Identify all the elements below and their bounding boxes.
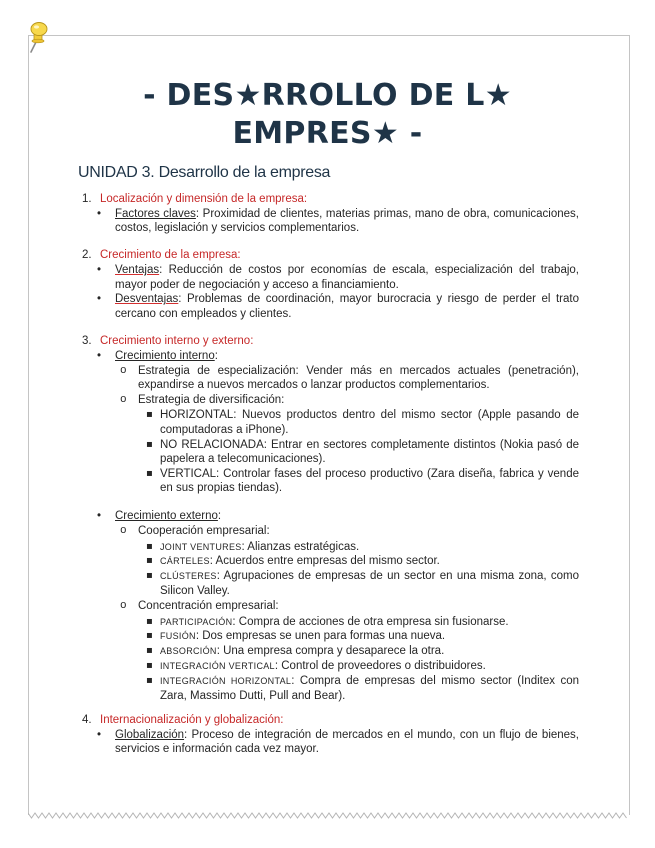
unit-subtitle: UNIDAD 3. Desarrollo de la empresa [78, 164, 331, 181]
square-marker: ▪ [146, 555, 153, 567]
sub-sub-list-item [0, 438, 579, 467]
square-marker: ▪ [146, 467, 153, 479]
item-text: Cooperación empresarial: [138, 524, 270, 537]
item-text: : [214, 350, 218, 363]
sub-sub-list-item [0, 659, 579, 673]
bullet-marker: • [97, 264, 102, 277]
item-text: NO RELACIONADA: Entrar en sectores completamente distintos (Nokia pasó de papelera a telecomunicaciones). [160, 438, 579, 465]
item-text: HORIZONTAL: Nuevos productos dentro del mismo sector (Apple pasando de computadoras a iPhone). [160, 409, 579, 436]
section-number: 2. [82, 249, 92, 262]
sub-list-item [0, 599, 579, 613]
title-line-2: EMPRES★ - [232, 116, 423, 151]
circle-marker: o [120, 365, 127, 378]
sub-list-item [0, 524, 579, 538]
item-label: Desventajas [115, 293, 179, 306]
item-text: : Problemas de coordinación, mayor burocracia y riesgo de perder el trato cercano con empleados y clientes. [115, 293, 579, 320]
item-text: : Proximidad de clientes, materias primas, mano de obra, comunicaciones, costos, legislación y servicios complementarios. [115, 207, 579, 235]
circle-marker: o [120, 524, 127, 537]
sub-sub-list-item [0, 569, 579, 598]
item-label: JOINT VENTURES [160, 541, 242, 552]
item-text: : Dos empresas se unen para formas una nueva. [195, 630, 446, 643]
item-text: VERTICAL: Controlar fases del proceso productivo (Zara diseña, fabrica y vende en sus propias tiendas). [160, 467, 579, 495]
sub-sub-list-item [0, 674, 579, 703]
sub-list-item [0, 393, 579, 407]
item-label: Ventajas [115, 264, 160, 277]
section-heading [0, 334, 579, 348]
item-text: Concentración empresarial: [138, 599, 279, 612]
sub-list-item [0, 364, 579, 393]
square-marker: ▪ [146, 615, 153, 627]
pushpin-icon [25, 20, 53, 54]
item-label: FUSIÓN [160, 631, 196, 642]
item-text: : Alianzas estratégicas. [241, 540, 360, 553]
item-text: : Compra de empresas del mismo sector (Inditex con Zara, Massimo Dutti, Pull and Bear). [160, 675, 579, 702]
item-text: : [217, 509, 222, 522]
item-text: : Una empresa compra y desaparece la otra. [216, 645, 445, 658]
item-label: CLÚSTERES [160, 571, 217, 582]
page-title [0, 77, 655, 153]
circle-marker: o [120, 394, 127, 407]
list-item [0, 728, 579, 757]
sub-sub-list-item [0, 408, 579, 437]
item-label: Crecimiento interno [115, 350, 215, 363]
square-marker: ▪ [146, 630, 153, 642]
item-text: Estrategia de diversificación: [138, 394, 285, 407]
bullet-marker: • [97, 509, 102, 522]
item-text: : Agrupaciones de empresas de un sector en una misma zona, como Silicon Valley. [160, 570, 579, 597]
bullet-marker: • [97, 350, 102, 363]
bullet-marker: • [97, 293, 102, 306]
item-text: : Acuerdos entre empresas del mismo sector. [209, 555, 440, 568]
circle-marker: o [120, 599, 127, 612]
sub-sub-list-item [0, 644, 579, 658]
item-label: INTEGRACIÓN HORIZONTAL [160, 676, 292, 687]
item-label: INTEGRACIÓN VERTICAL [160, 661, 275, 672]
square-marker: ▪ [146, 645, 153, 657]
item-label: CÁRTELES [160, 556, 210, 567]
sub-sub-list-item [0, 467, 579, 496]
section-heading [0, 713, 579, 727]
list-item [0, 263, 579, 292]
list-item [0, 207, 579, 236]
list-item [0, 292, 579, 321]
zigzag-line [28, 813, 627, 818]
title-line-1: - DES★RROLLO DE L★ [143, 78, 512, 113]
section-number: 4. [82, 714, 92, 726]
item-label: Globalización [115, 728, 185, 741]
section-heading-text: Crecimiento interno y externo: [100, 335, 254, 348]
square-marker: ▪ [146, 675, 153, 687]
bullet-marker: • [97, 207, 102, 220]
square-marker: ▪ [146, 409, 153, 421]
sub-sub-list-item [0, 554, 579, 568]
list-item [0, 509, 579, 523]
item-text: : Reducción de costos por economías de escala, especialización del trabajo, mayor poder de negociación y acceso a financiamiento. [115, 264, 579, 291]
bullet-marker: • [97, 728, 102, 741]
item-text: : Proceso de integración de mercados en el mundo, con un flujo de bienes, servicios e información cada vez mayor. [115, 728, 579, 756]
sub-sub-list-item [0, 615, 579, 629]
page-bottom-edge [28, 811, 630, 820]
item-label: Factores claves [115, 207, 196, 220]
notes-list [0, 192, 655, 757]
section-heading [0, 192, 579, 206]
item-text: : Control de proveedores o distribuidores. [274, 660, 486, 673]
section-heading-text: Internacionalización y globalización: [100, 714, 284, 726]
section-number: 3. [82, 335, 92, 348]
section-heading-text: Localización y dimensión de la empresa: [100, 193, 308, 205]
sub-sub-list-item [0, 540, 579, 554]
item-label: PARTICIPACIÓN [160, 616, 233, 627]
item-text: Estrategia de especialización: Vender más en mercados actuales (penetración), expandirse a nuevos mercados o lanzar productos complementarios. [138, 365, 579, 392]
item-label: Crecimiento externo [115, 509, 218, 522]
item-label: ABSORCIÓN [160, 646, 217, 657]
item-text: : Compra de acciones de otra empresa sin fusionarse. [232, 615, 509, 628]
square-marker: ▪ [146, 570, 153, 582]
square-marker: ▪ [146, 540, 153, 552]
section-heading [0, 248, 579, 262]
list-item [0, 349, 579, 363]
square-marker: ▪ [146, 660, 153, 672]
square-marker: ▪ [146, 438, 153, 450]
sub-sub-list-item [0, 629, 579, 643]
section-number: 1. [82, 193, 92, 205]
section-heading-text: Crecimiento de la empresa: [100, 249, 241, 262]
